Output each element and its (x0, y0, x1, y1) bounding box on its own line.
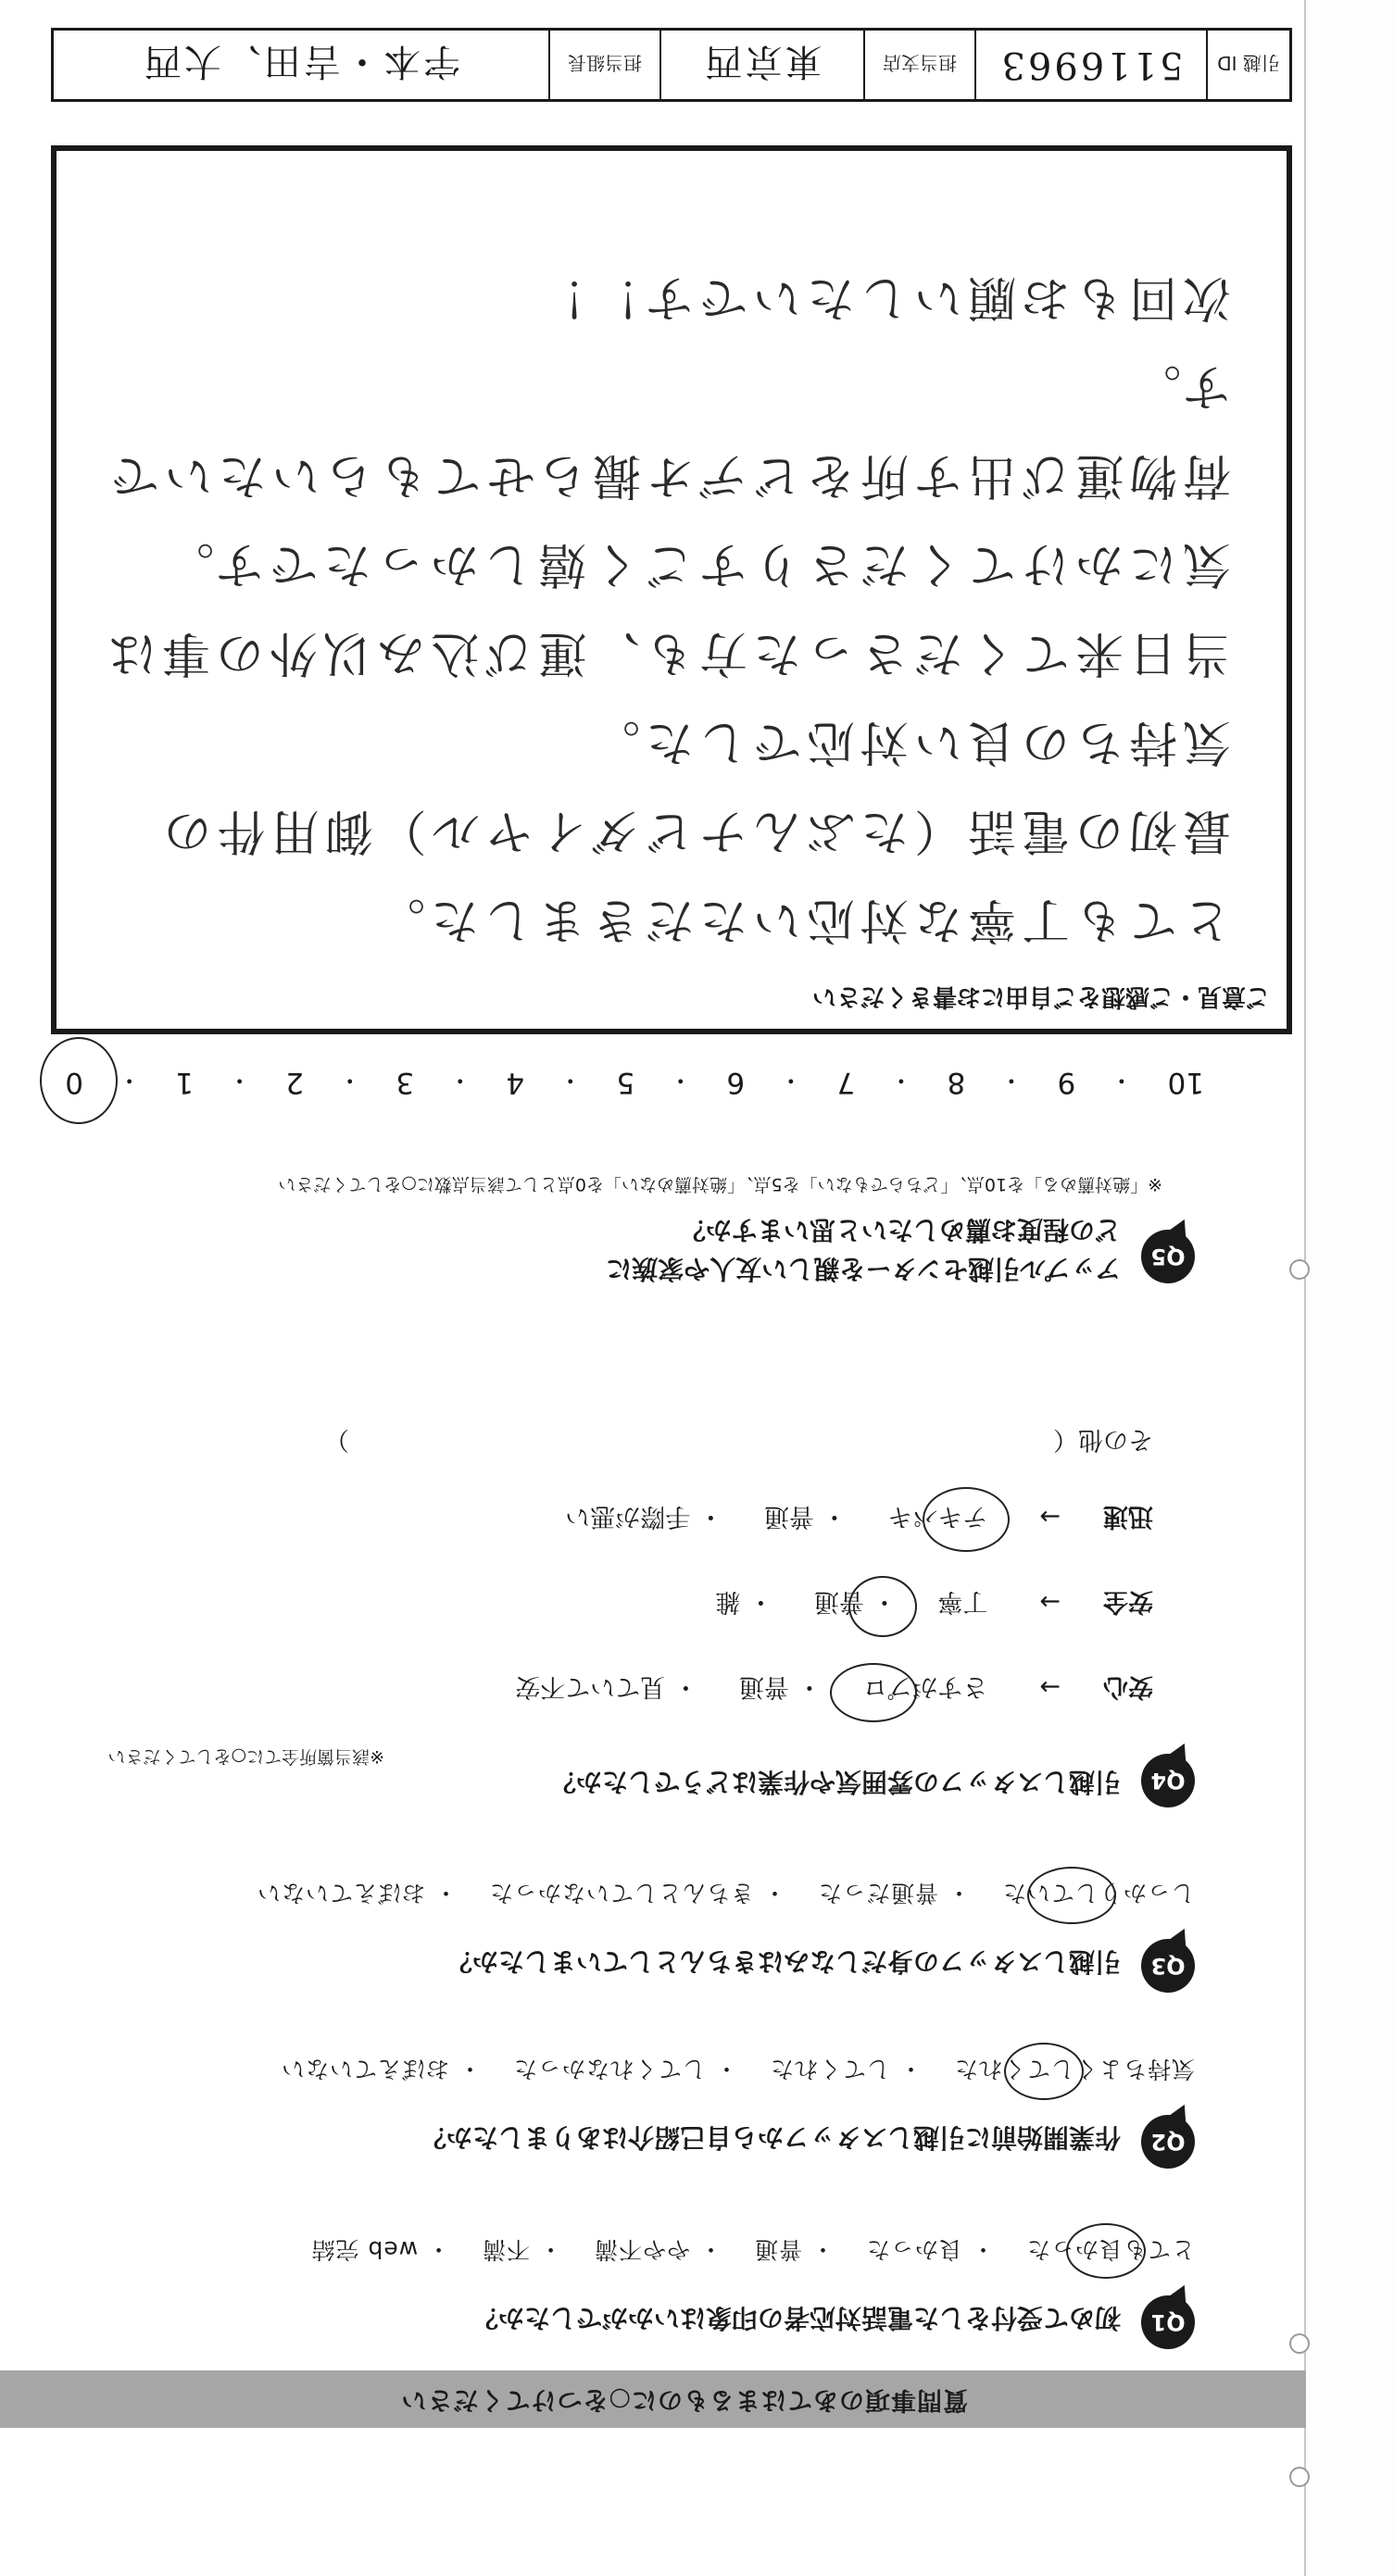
q4-badge-icon: Q4 (1141, 1754, 1195, 1807)
footer-id-table (51, 28, 1292, 102)
crew-leader-value: 宇本・吉田、大西 (142, 40, 460, 83)
q2-answer-circle (1004, 2043, 1084, 2100)
q4-row-anzen: 安全→ 丁寧・ 普通・ 雑 (674, 1586, 1153, 1622)
q5-score[interactable]: 9 (1057, 1066, 1076, 1099)
q5-score[interactable]: 5 (616, 1066, 635, 1099)
q4-option[interactable]: 雑 (715, 1587, 741, 1616)
q4-category: 安心 (1103, 1672, 1153, 1701)
q1-option[interactable]: web 完結 (310, 2236, 419, 2263)
q5-rating-scale: 10 ・ 9 ・ 8 ・ 7 ・ 6 ・ 5 ・ 4 ・ 3 ・ 2 ・ 1 ・ 0 (65, 1066, 1204, 1099)
q5-score[interactable]: 7 (836, 1066, 856, 1099)
q4-row-jinsoku: 迅速→ テキパキ・ 普通・ 手際が悪い (524, 1501, 1153, 1537)
q2-option[interactable]: おぼえていない (281, 2056, 450, 2082)
instructions-banner (0, 2370, 1306, 2428)
q5-score[interactable]: 2 (285, 1066, 305, 1099)
q1-options: とても良かった・ 良かった・ 普通・ やや不満・ 不満・ web 完結 (310, 2236, 1195, 2263)
comment-title: ご意見・ご感想をご自由にお書きください (811, 982, 1270, 1010)
q4-other-label: その他（ (1053, 1425, 1153, 1454)
q4-option[interactable]: 普通 (738, 1672, 789, 1701)
move-id-value: 5116963 (974, 31, 1206, 99)
q1-option[interactable]: 不満 (482, 2236, 531, 2263)
q2-badge-icon: Q2 (1141, 2115, 1195, 2169)
q5-score[interactable]: 1 (175, 1066, 194, 1099)
q4-anzen-answer-circle (848, 1576, 917, 1637)
q1-option[interactable]: 良かった (866, 2236, 963, 2263)
q4-option[interactable]: 手際が悪い (565, 1502, 691, 1531)
q5-badge-icon: Q5 (1141, 1230, 1195, 1283)
q3-option[interactable]: きちんとしていなかった (489, 1880, 755, 1907)
q4-option[interactable]: 普通 (813, 1587, 864, 1616)
instructions-text: 質問事項のあてはまるものに○をつけてください (400, 2385, 968, 2414)
branch-value: 東京西 (659, 31, 863, 99)
q3-text: 引越しスタッフの身だしなみはきちんとしていましたか？ (446, 1946, 1121, 1977)
q4-other-close: ） (324, 1425, 349, 1454)
q4-other (324, 1424, 1153, 1460)
arrow-right-icon: → (1039, 1502, 1061, 1531)
binder-hole-icon (1289, 1259, 1310, 1280)
q5-score[interactable]: 4 (506, 1066, 525, 1099)
q4-category: 迅速 (1103, 1502, 1153, 1531)
q4-anshin-answer-circle (830, 1663, 917, 1722)
q5-text-line2: どの程度お薦めしたいと思いますか？ (679, 1215, 1121, 1245)
q2-text: 作業開始前に引越しスタッフから自己紹介はありましたか？ (420, 2122, 1121, 2153)
q5-score[interactable]: 0 (65, 1066, 83, 1099)
move-id-label: 引越 ID (1206, 31, 1289, 99)
q4-option[interactable]: テキパキ (887, 1502, 988, 1531)
crew-leader-label: 担当組長 (548, 31, 659, 99)
binder-hole-icon (1289, 2467, 1310, 2487)
q5-text-line1: アップル引越センターを親しい友人や家族に (606, 1254, 1121, 1284)
comment-handwriting: とても丁寧な対応いただきました。 最初の電話（たぶんナビダイヤル）御用件の 気持ちの良い対応でした。 当日来てくださった方も、運び込み以外の事は 気にかけてくださりすごく嬉しかったです。 荷物運び出す所をビデオ撮らせてもらいたいです。 次回もお願いしたいです！！ (102, 269, 1231, 947)
q3-option[interactable]: おぼえていない (257, 1880, 426, 1907)
q5-answer-circle (40, 1037, 118, 1124)
q4-row-anshin: 安心→ さすがプロ・ 普通・ 見ていて不安 (474, 1671, 1153, 1707)
q2-option[interactable]: してくれた (770, 2056, 891, 2082)
q5-score[interactable]: 3 (396, 1066, 415, 1099)
q3-badge-icon: Q3 (1141, 1939, 1195, 1993)
q1-option[interactable]: とても良かった (1025, 2236, 1195, 2263)
q5-score[interactable]: 8 (947, 1066, 966, 1099)
q4-jinsoku-answer-circle (923, 1487, 1010, 1552)
q2-option[interactable]: してくれなかった (513, 2056, 707, 2082)
q3-option[interactable]: しっかりしていた (1001, 1880, 1195, 1907)
arrow-right-icon: → (1039, 1672, 1061, 1701)
q4-option[interactable]: 見ていて不安 (515, 1672, 666, 1701)
q2-options: 気持ちよくしてくれた・ してくれた・ してくれなかった・ おぼえていない (281, 2056, 1195, 2082)
q4-category: 安全 (1103, 1587, 1153, 1616)
q4-text: 引越しスタッフの雰囲気や作業はどうでしたか？ (549, 1767, 1121, 1797)
q5-score[interactable]: 6 (726, 1066, 746, 1099)
q5-score[interactable]: 10 (1167, 1066, 1204, 1099)
q4-option[interactable]: 丁寧 (937, 1587, 988, 1616)
q1-badge-icon: Q1 (1141, 2295, 1195, 2349)
q3-options: しっかりしていた・ 普通だった・ きちんとしていなかった・ おぼえていない (257, 1880, 1195, 1907)
q5-note: ※「絶対薦める」を10点、「どちらでもない」を5点、「絶対薦めない」を0点として該当点数に○をしてください (278, 1174, 1162, 1194)
arrow-right-icon: → (1039, 1587, 1061, 1616)
q1-answer-circle (1066, 2223, 1146, 2279)
q1-text: 初めて受付をした電話対応者の印象はいかがでしたか？ (471, 2303, 1121, 2333)
q1-option[interactable]: 普通 (754, 2236, 803, 2263)
q4-note: ※該当箇所全てに○をしてください (107, 1746, 384, 1767)
q1-option[interactable]: やや不満 (594, 2236, 691, 2263)
q3-answer-circle (1027, 1867, 1116, 1924)
q2-option[interactable]: 気持ちよくしてくれた (953, 2056, 1195, 2082)
branch-label: 担当支店 (863, 31, 974, 99)
q4-option[interactable]: さすがプロ (862, 1672, 988, 1701)
comment-box[interactable] (51, 145, 1292, 1034)
q4-option[interactable]: 普通 (763, 1502, 814, 1531)
binder-hole-icon (1289, 2333, 1310, 2354)
q3-option[interactable]: 普通だった (818, 1880, 939, 1907)
